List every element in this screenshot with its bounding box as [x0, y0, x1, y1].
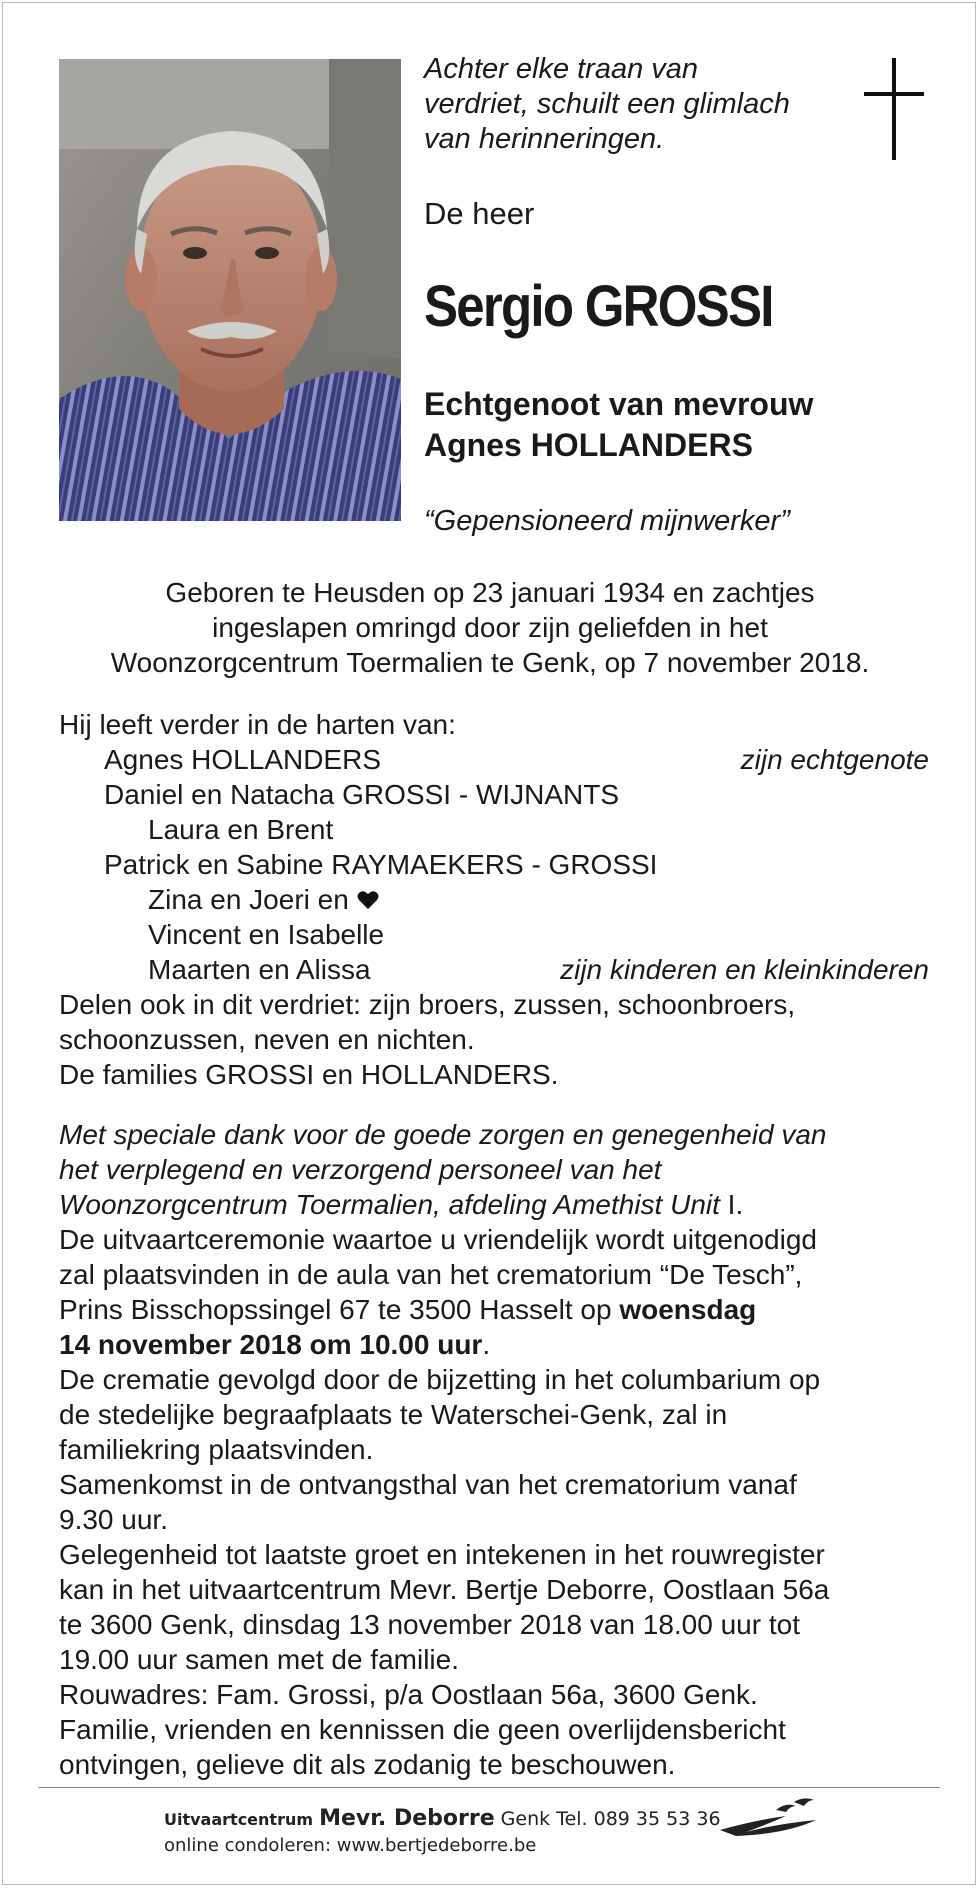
cross-icon	[864, 58, 924, 160]
thanks-tail: I.	[719, 1189, 744, 1220]
quote-line: verdriet, schuilt een glimlach	[424, 88, 790, 120]
info-line: de stedelijke begraafplaats te Waterschei-Genk, zal in	[59, 1399, 728, 1430]
funeral-home-line	[164, 1806, 721, 1831]
spouse-line: Agnes HOLLANDERS	[424, 427, 753, 463]
funeral-home-city: Genk	[500, 1808, 551, 1830]
survivors-list	[59, 707, 929, 1092]
ceremony-line: De uitvaartceremonie waartoe u vriendelijk wordt uitgenodigd	[59, 1224, 817, 1255]
survivor-row: Daniel en Natacha GROSSI - WIJNANTS	[104, 779, 620, 810]
info-line: Gelegenheid tot laatste groet en intekenen in het rouwregister	[59, 1539, 825, 1570]
ceremony-line	[59, 1292, 929, 1327]
survivor-row: Vincent en Isabelle	[148, 919, 385, 950]
honorific: De heer	[424, 196, 535, 231]
thanks-line	[59, 1187, 929, 1222]
birth-death-paragraph	[40, 575, 940, 680]
survivor-role: zijn echtgenote	[740, 744, 929, 775]
birds-logo-icon	[716, 1794, 824, 1838]
ceremony-line	[59, 1327, 929, 1362]
funeral-home-label: Uitvaartcentrum	[164, 1810, 314, 1829]
condolence-website: online condoleren: www.bertjedeborre.be	[164, 1835, 537, 1856]
info-line: ontvingen, gelieve dit als zodanig te beschouwen.	[59, 1749, 676, 1780]
funeral-home-name: Mevr. Deborre	[319, 1806, 495, 1831]
info-line: 9.30 uur.	[59, 1504, 168, 1535]
survivor-name: Maarten en Alissa	[148, 954, 371, 985]
ceremony-line: zal plaatsvinden in de aula van het crematorium “De Tesch”,	[59, 1259, 803, 1290]
portrait-photo	[59, 59, 401, 521]
text-line: ingeslapen omringd door zijn geliefden in het	[212, 612, 768, 643]
ceremony-day: woensdag	[619, 1294, 757, 1325]
memorial-quote	[424, 52, 844, 157]
spouse-line: Echtgenoot van mevrouw	[424, 386, 814, 422]
thanks-line: Met speciale dank voor de goede zorgen en genegenheid van	[59, 1119, 827, 1150]
ceremony-datetime: 14 november 2018 om 10.00 uur	[59, 1329, 483, 1360]
survivor-row	[59, 882, 929, 917]
info-line: Rouwadres: Fam. Grossi, p/a Oostlaan 56a, 3600 Genk.	[59, 1679, 758, 1710]
text-line: Delen ook in dit verdriet: zijn broers, zussen, schoonbroers,	[59, 989, 796, 1020]
text-line: De families GROSSI en HOLLANDERS.	[59, 1059, 559, 1090]
occupation: “Gepensioneerd mijnwerker”	[424, 505, 790, 537]
info-line: 19.00 uur samen met de familie.	[59, 1644, 459, 1675]
heart-icon	[357, 890, 379, 910]
info-line: familiekring plaatsvinden.	[59, 1434, 374, 1465]
survivor-row: Laura en Brent	[148, 814, 334, 845]
funeral-home-phone: Tel. 089 35 53 36	[556, 1808, 721, 1830]
survivor-name: Agnes HOLLANDERS	[104, 744, 382, 775]
survivor-name: Zina en Joeri en	[148, 884, 349, 915]
text-line: schoonzussen, neven en nichten.	[59, 1024, 475, 1055]
spouse-info	[424, 384, 813, 466]
info-line: Familie, vrienden en kennissen die geen overlijdensbericht	[59, 1714, 786, 1745]
info-line: De crematie gevolgd door de bijzetting in het columbarium op	[59, 1364, 821, 1395]
thanks-italic: Woonzorgcentrum Toermalien, afdeling Amethist Unit	[59, 1189, 720, 1220]
survivors-intro: Hij leeft verder in de harten van:	[59, 709, 456, 740]
survivor-row	[59, 952, 929, 987]
thanks-and-ceremony	[59, 1117, 929, 1782]
text-line: Geboren te Heusden op 23 januari 1934 en zachtjes	[165, 577, 815, 608]
quote-line: van herinneringen.	[424, 123, 665, 155]
footer-divider	[38, 1787, 940, 1788]
info-line: kan in het uitvaartcentrum Mevr. Bertje Deborre, Oostlaan 56a	[59, 1574, 830, 1605]
text-line: Woonzorgcentrum Toermalien te Genk, op 7 november 2018.	[110, 647, 870, 678]
thanks-line: het verplegend en verzorgend personeel van het	[59, 1154, 662, 1185]
survivor-row	[59, 742, 929, 777]
info-line: te 3600 Genk, dinsdag 13 november 2018 van 18.00 uur tot	[59, 1609, 800, 1640]
quote-line: Achter elke traan van	[424, 53, 699, 85]
survivor-role: zijn kinderen en kleinkinderen	[560, 954, 929, 985]
ceremony-tail: .	[482, 1329, 491, 1360]
survivor-row: Patrick en Sabine RAYMAEKERS - GROSSI	[104, 849, 658, 880]
info-line: Samenkomst in de ontvangsthal van het crematorium vanaf	[59, 1469, 797, 1500]
ceremony-text: Prins Bisschopssingel 67 te 3500 Hasselt op	[59, 1294, 620, 1325]
deceased-name: Sergio GROSSI	[424, 274, 773, 339]
